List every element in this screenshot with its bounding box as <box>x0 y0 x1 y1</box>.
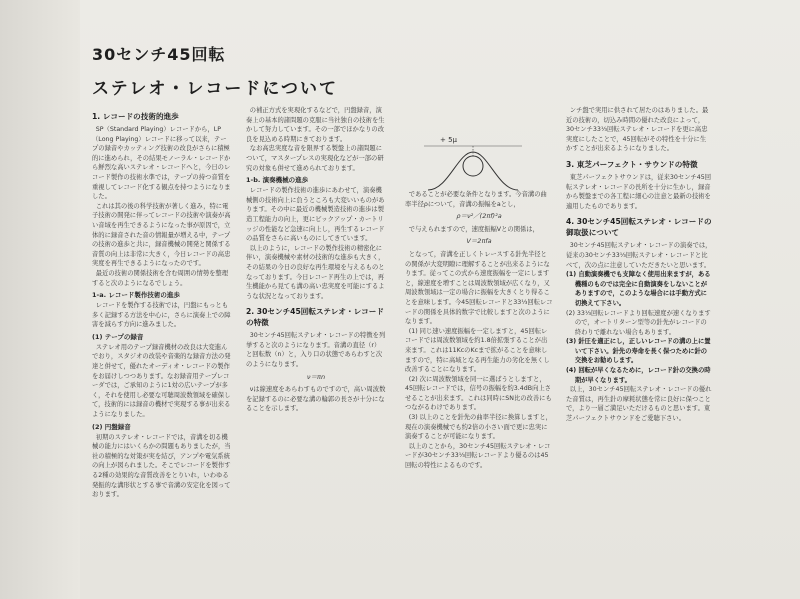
paragraph: 30センチ45回転ステレオ・レコードの演奏では，従来の30センチ33⅓回転ステレオ・レコードと比べて，次の点に注意していただきたいと思います。 <box>566 242 712 269</box>
section-heading: 2. 30センチ45回転ステレオ・レコードの特徴 <box>246 307 384 328</box>
section-heading: 3. 東芝パーフェクト・サウンドの特徴 <box>566 159 698 169</box>
text-column-3 <box>405 190 553 596</box>
subsection-heading: 1-b. 演奏機械の進歩 <box>246 176 309 185</box>
paragraph: で与えられますので，速度振幅Vとの関係は， <box>408 225 539 233</box>
list-item: (3) 針圧を適正にし，正しいレコードの溝の上に置いて下さい。針先の寿命を長く保つために針の交換をお勧めします。 <box>566 338 711 365</box>
paragraph: 以上のように，レコードの製作技術の精密化に伴い，演奏機械や素材の技術的な進歩も大きく，その結果の今日の良好な再生環境を与えるものとなっております。今日レコード再生の上では，再生機能から見ても溝の高い忠実度を可能にするような状況となっております。 <box>246 244 385 300</box>
paragraph: νは線速度をあらわすものですので，高い周波数を記録するのに必要な溝の輪郭の長さが十分になることを示します。 <box>246 386 386 413</box>
section-heading: 1. レコードの技術的進歩 <box>92 112 179 121</box>
equation: ρ＝ν²／(2πf)²a <box>456 212 502 221</box>
paragraph: これは其の後の科学技術が著しく進み，特に電子技術の開発に伴ってレコードの技術や演奏が高い音域を再生できるようになった事が原因で，立体的に録音された音の情報量が増える中，テープの技術の進歩と共に，録音機械の開発と関係する音質の向上は非常に大きく，今日レコードの高忠実度を再生できるようになったのです。 <box>92 202 231 268</box>
paragraph: (2) 次に周波数領域を同一に選ばうとしますと，45回転レコードでは，信号の振幅を約3.4dB向上させることが出来ます。これは同時にSN比の改善にもつながるわけであります。 <box>405 375 552 412</box>
list-item: (2) 33⅓回転レコードより回転速度が速くなりますので，オートリターン型等の針先がレコードの終わりで離れない場合もあります。 <box>566 309 711 336</box>
paragraph: ステレオ用のテープ録音機材の改良は大変進んでおり，スタジオの改装や音楽的な録音方法の発達と併せて，優れたオーディオ・レコードの製作をお届けしつつあります。なお録音用テープレコーダでは，ご承知のように1対の広いテープが多く，それを使用し必要な可聴周波数領域を確保して，技術的には録音の機材で実現する事が出来るようになりました。 <box>92 343 231 419</box>
page-title-line1: 30センチ45回転 <box>92 45 226 64</box>
paragraph: (1) 同じ速い速度振幅を一定しますと，45回転レコードでは周波数領域を約1.8倍拡張することが出来ます。これは11KcのKcまで拡がることを意味しますので，特に高域となる再生能力の劣化を無くし改善することになります。 <box>405 327 550 374</box>
text-column-4 <box>566 106 712 596</box>
subsection-heading: (1) テープの録音 <box>92 332 144 341</box>
stylus-groove-diagram <box>418 132 528 194</box>
paragraph: となって，音溝を正しくトレースする針先半径との関係が大変明瞭に理解することが出来るようになります。従ってこの式から速度振幅を一定にしますと，線速度を増すことは周波数領域が広くなり，又周波数領域は一定の場合に振幅を大きくとり得ることを意味します。今45回転レコードと33⅓回転レコードの関係を具体的数字で比較しますと次のようになります。 <box>405 250 553 326</box>
paragraph: 30センチ45回転ステレオ・レコードの特徴を列挙すると次のようになります。音溝の直径（r）と回転数（n）と，入り口の状態であらわすと次のようになります。 <box>246 332 386 369</box>
text-column-2 <box>246 106 386 596</box>
equation: ν＝πn <box>306 372 326 381</box>
paragraph: ンチ盤で実用に供されて居たのはありました。最近の技術の，切込み時間の優れた改良によって，30センチ33⅓回転ステレオ・レコードを更に高忠実度にしたことで，45回転がその特性を十分に生かすことが出来るようになりました。 <box>566 107 709 153</box>
subsection-heading: (2) 円盤録音 <box>92 422 131 431</box>
list-item: (4) 回転が早くなるために，レコード針の交換の時期が早くなります。 <box>566 367 711 384</box>
paragraph: 最近の技術の関係技術を含む周囲の情勢を整理すると次のようになるでしょう。 <box>92 269 228 287</box>
paragraph: レコードを製作する技術では，円盤にもっとも多く記録する方法を中心に，さらに演奏上での障害を減らす方向に進みました。 <box>92 302 231 329</box>
subsection-heading: 1-a. レコード製作技術の進歩 <box>92 291 180 300</box>
paragraph: (3) 以上のことを針先の曲率半径に換算しますと，現在の演奏機械でも約2倍の小さい面で更に忠実に演奏することが可能になります。 <box>405 414 552 441</box>
paragraph: の補正方式を実現化するなどで，円盤録音，演奏上の基本的諸問題の克服に当社独自の技術を生かして努力しています。その一部でほかなりの改良を見込める時期にきております。 <box>246 107 385 143</box>
paragraph: 以上のことから，30センチ45回転ステレオ・レコードが30センチ33⅓回転レコードより優るのは45回転の特性によるものです。 <box>405 442 551 470</box>
paragraph: SP（Standard Playing）レコードから，LP（Long Playing）レコードに移って以来，テープの録音やカッティング技術の改良がさらに積極的に進められ，その結果モノーラル・レコードから鮮烈な高いステレオ・レコードへと，今日のレコード製作の技術水準では，テープの持つ音質を重視してレコード化する観点を持つようになりました。 <box>92 126 231 201</box>
list-item: (1) 自動演奏機でも支障なく使用出来ますが，ある機種のものでは完全に自動演奏をしないことがありますので，このような場合には手動方式に切換えて下さい。 <box>566 271 711 307</box>
equation: V＝2πfa <box>466 237 492 246</box>
paragraph: なお高忠実度な音を限界する製盤上の諸問題について，マスタープレスの実現化などが一部の研究の対象も併せて進められております。 <box>246 145 384 172</box>
page-fold-shadow <box>0 0 80 599</box>
paragraph: 以上，30センチ45回転ステレオ・レコードの優れた音質は，再生針の摩耗状態を常に良好に保つことで，より一層ご満足いただけるものと思います。東芝パーフェクトサウンドをご愛聴下さい。 <box>566 386 712 423</box>
stylus-tip-circle <box>463 156 483 176</box>
paragraph: であることが必要な条件となります。今音溝の曲率半径ρについて，音溝の振幅をaとし， <box>405 191 547 208</box>
page-title-line2: ステレオ・レコードについて <box>92 79 338 99</box>
paragraph: レコードの製作技術の進歩にあわせて，演奏機械側の技術向上に負うところも大変いいものがあります。その中に最近の機械製造技術の進歩は製造工程能力の向上，更にピックアップ・カートリッジの性能など急速に向上し，再生するレコードの品質をさらに高いものにしてきています。 <box>246 187 385 243</box>
paragraph: 初期のステレオ・レコードでは，音溝を切る機械の能力にはいくらかの問題もありましたが，当社の積極的な対策が実を結び，アンプや電気系統の向上が図られました。そこでレコードを製作する2種の効果的な音質改善をとりいれ，いわゆる発振的な溝形状とする事で音溝の安定化を図っております。 <box>92 433 231 499</box>
groove-curve <box>428 152 518 190</box>
paragraph: 東芝パーフェクトサウンドは，従来30センチ45回転ステレオ・レコードの長所を十分に生かし，録音から製盤までの各工程に細心の注意と最新の技術を適用したものであります。 <box>566 173 712 210</box>
diagram-label: + 5μ <box>440 136 457 144</box>
section-heading: 4. 30センチ45回転ステレオ・レコードの御取扱について <box>566 217 712 238</box>
text-column-1 <box>92 106 232 596</box>
